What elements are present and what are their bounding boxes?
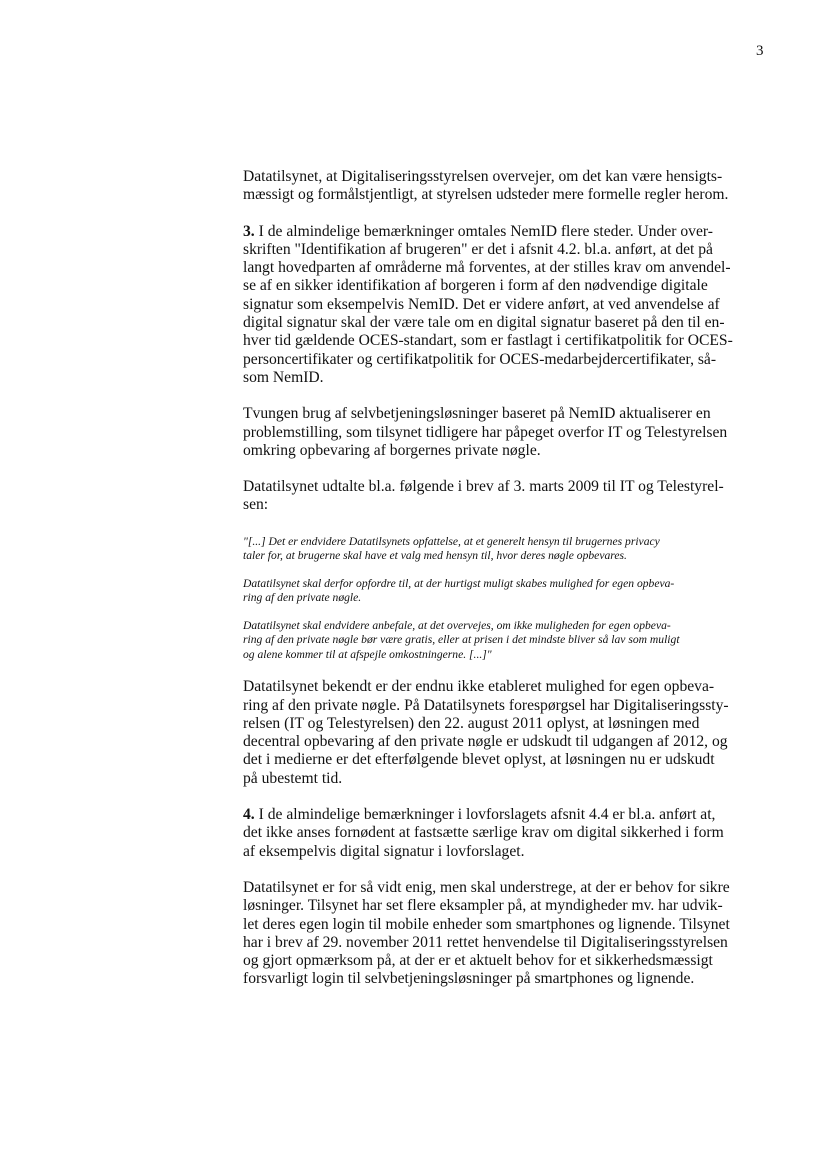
paragraph-status-update — [243, 678, 765, 788]
text-line: ring af den private nøgle. På Datatilsynets forespørgsel har Digitaliseringssty- — [243, 696, 729, 714]
paragraph-intro-continuation — [243, 168, 765, 205]
text-line: problemstilling, som tilsynet tidligere har påpeget overfor IT og Telestyrelsen — [243, 423, 728, 441]
text-line-content: I de almindelige bemærkninger i lovforslagets afsnit 4.4 er bl.a. anført at, — [258, 806, 716, 824]
quote-line: taler for, at brugerne skal have et valg med hensyn til, hvor deres nøgle opbevares. — [243, 549, 627, 563]
text-line: digital signatur skal der være tale om en digital signatur baseret på den til en- — [243, 314, 725, 332]
quote-line: Datatilsynet skal endvidere anbefale, at det overvejes, om ikke muligheden for egen opbeva- — [243, 618, 671, 632]
text-line: signatur som eksempelvis NemID. Det er videre anført, at ved anvendelse af — [243, 295, 720, 313]
text-line: forsvarligt login til selvbetjeningsløsninger på smartphones og lignende. — [243, 970, 695, 988]
text-line: sen: — [243, 496, 269, 514]
text-line: se af en sikker identifikation af borgeren i form af den nødvendige digitale — [243, 277, 708, 295]
text-line: langt hovedparten af områderne må forventes, at der stilles krav om anvendel- — [243, 259, 731, 277]
text-line: let deres egen login til mobile enheder som smartphones og lignende. Tilsynet — [243, 915, 730, 933]
text-line: og gjort opmærksom på, at der er et aktuelt behov for et sikkerhedsmæssigt — [243, 952, 713, 970]
text-line — [243, 223, 765, 241]
text-line: omkring opbevaring af borgernes private nøgle. — [243, 441, 541, 459]
paragraph-letter-reference — [243, 478, 765, 515]
text-line: på ubestemt tid. — [243, 769, 343, 787]
text-line: relsen (IT og Telestyrelsen) den 22. august 2011 oplyst, at løsningen med — [243, 714, 700, 732]
text-line: Datatilsynet er for så vidt enig, men skal understrege, at der er behov for sikre — [243, 878, 730, 896]
text-line: Datatilsynet bekendt er der endnu ikke etableret mulighed for egen opbeva- — [243, 678, 715, 696]
text-line-content: I de almindelige bemærkninger omtales NemID flere steder. Under over- — [258, 222, 713, 240]
text-line: Tvungen brug af selvbetjeningsløsninger baseret på NemID aktualiserer en — [243, 405, 711, 423]
text-line: det ikke anses fornødent at fastsætte særlige krav om digital sikkerhed i form — [243, 824, 724, 842]
quote-line: "[...] Det er endvidere Datatilsynets opfattelse, at et generelt hensyn til brugernes privacy — [243, 534, 660, 548]
text-line: har i brev af 29. november 2011 rettet henvendelse til Digitaliseringsstyrelsen — [243, 933, 728, 951]
text-line — [243, 806, 765, 824]
text-line: hver tid gældende OCES-standart, som er fastlagt i certifikatpolitik for OCES- — [243, 332, 733, 350]
page-number: 3 — [756, 43, 764, 59]
paragraph-section-4 — [243, 806, 765, 861]
text-line: decentral opbevaring af den private nøgle er udskudt til udgangen af 2012, og — [243, 733, 728, 751]
text-line: personcertifikater og certifikatpolitik for OCES-medarbejdercertifikater, så- — [243, 350, 717, 368]
quote-line: og alene kommer til at afspejle omkostningerne. [...]" — [243, 647, 492, 661]
section-number: 4. — [243, 806, 255, 824]
quote-paragraph-2 — [243, 577, 765, 606]
section-number: 3. — [243, 222, 255, 240]
text-line: mæssigt og formålstjentligt, at styrelsen udsteder mere formelle regler herom. — [243, 186, 729, 204]
quote-paragraph-3 — [243, 619, 765, 663]
quote-line: ring af den private nøgle bør være gratis, eller at prisen i det mindste bliver så lav som muligt — [243, 633, 680, 647]
text-line: løsninger. Tilsynet har set flere eksampler på, at myndigheder mv. har udvik- — [243, 897, 723, 915]
text-line: af eksempelvis digital signatur i lovforslaget. — [243, 842, 525, 860]
paragraph-section-3 — [243, 223, 765, 388]
text-line: Datatilsynet udtalte bl.a. følgende i brev af 3. marts 2009 til IT og Telestyrel- — [243, 478, 724, 496]
quote-paragraph-1 — [243, 535, 765, 564]
letter-body — [243, 168, 765, 989]
text-line: som NemID. — [243, 368, 324, 386]
quote-line: ring af den private nøgle. — [243, 591, 362, 605]
quote-line: Datatilsynet skal derfor opfordre til, at der hurtigst muligt skabes mulighed for egen opbeva- — [243, 576, 675, 590]
paragraph-nemid-problem — [243, 405, 765, 460]
paragraph-secure-login — [243, 879, 765, 989]
text-line: skriften "Identifikation af brugeren" er det i afsnit 4.2. bl.a. anført, at det på — [243, 240, 713, 258]
text-line: det i medierne er det efterfølgende blevet oplyst, at løsningen nu er udskudt — [243, 751, 715, 769]
text-line: Datatilsynet, at Digitaliseringsstyrelsen overvejer, om det kan være hensigts- — [243, 168, 723, 185]
